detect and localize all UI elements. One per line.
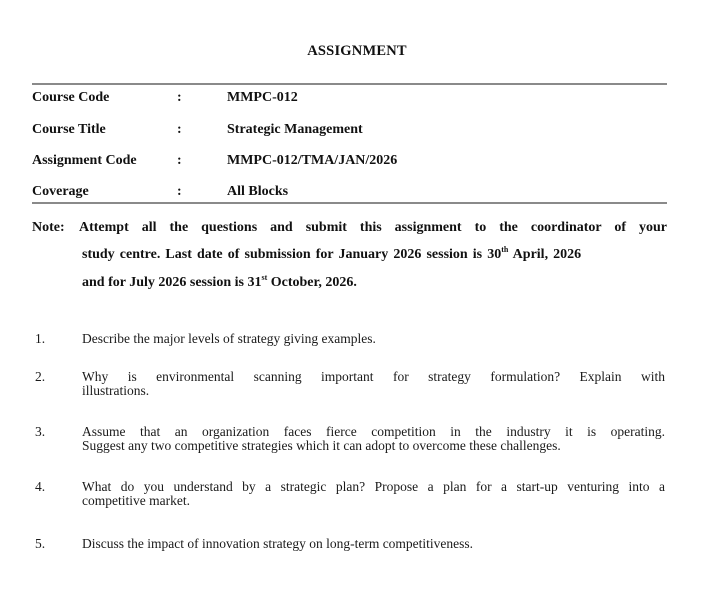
- question-number: 2.: [35, 369, 46, 384]
- info-label: Coverage: [32, 184, 89, 199]
- question-text: [82, 425, 665, 453]
- note-text: study centre. Last date of submission for January 2026 session is 30: [82, 247, 502, 262]
- question-line: Assume that an organization faces fierce competition in the industry it is operating.: [82, 424, 665, 439]
- question-line: Describe the major levels of strategy giving examples.: [82, 331, 376, 346]
- info-label: Course Code: [32, 90, 110, 105]
- question-line: Why is environmental scanning important for strategy formulation? Explain with: [82, 369, 665, 384]
- question-line: Discuss the impact of innovation strategy on long-term competitiveness.: [82, 536, 474, 551]
- bottom-divider: [32, 202, 667, 204]
- info-colon: :: [177, 90, 182, 105]
- question-number: 4.: [35, 479, 46, 494]
- question-text: [82, 537, 665, 551]
- note-text: and for July 2026 session is 31: [82, 275, 262, 290]
- note-line-2: [82, 241, 581, 268]
- info-label: Assignment Code: [32, 153, 137, 168]
- info-colon: :: [177, 122, 182, 137]
- question-number: 5.: [35, 536, 46, 551]
- ordinal-suffix: th: [501, 245, 509, 254]
- info-colon: :: [177, 184, 182, 199]
- info-value: MMPC-012/TMA/JAN/2026: [227, 153, 398, 168]
- info-label: Course Title: [32, 122, 106, 137]
- note-label: Note:: [32, 220, 65, 235]
- question-number: 1.: [35, 331, 46, 346]
- note-line-3: [82, 269, 357, 296]
- info-value: Strategic Management: [227, 122, 363, 137]
- question-line: competitive market.: [82, 493, 190, 508]
- ordinal-suffix: st: [261, 273, 268, 282]
- question-line: Suggest any two competitive strategies which it can adopt to overcome these challenges.: [82, 438, 561, 453]
- info-value: MMPC-012: [227, 90, 298, 105]
- info-value: All Blocks: [227, 184, 289, 199]
- info-colon: :: [177, 153, 182, 168]
- question-text: [82, 480, 665, 508]
- document-title: ASSIGNMENT: [307, 43, 407, 59]
- top-divider: [32, 83, 667, 85]
- question-text: [82, 370, 665, 398]
- note-text: October, 2026.: [267, 275, 357, 290]
- question-text: [82, 332, 665, 346]
- question-line: What do you understand by a strategic plan? Propose a plan for a start-up venturing into a: [82, 479, 665, 494]
- question-number: 3.: [35, 424, 46, 439]
- question-line: illustrations.: [82, 383, 150, 398]
- note-line-1: Attempt all the questions and submit this assignment to the coordinator of your: [79, 220, 667, 235]
- note-text: April, 2026: [508, 247, 582, 262]
